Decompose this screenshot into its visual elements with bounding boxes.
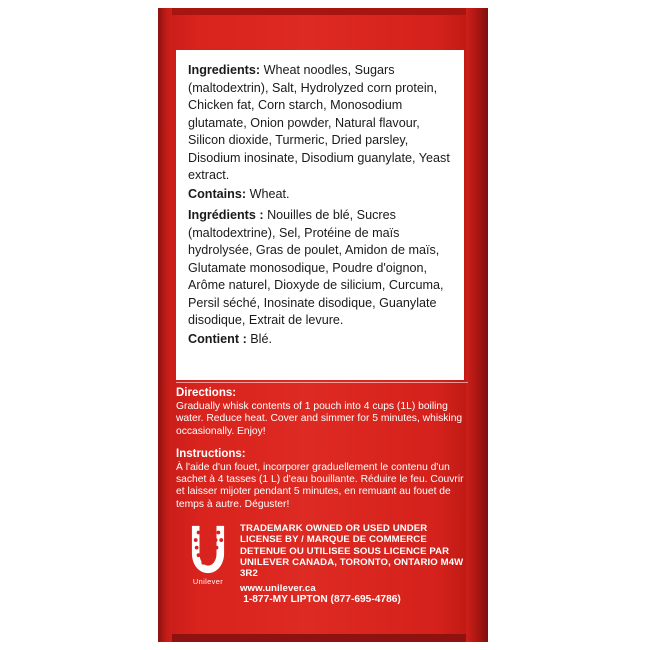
ingredients-english-text: Wheat noodles, Sugars (maltodextrin), Salt, Hydrolyzed corn protein, Chicken fat, Corn starch, Monosodium glutamate, Onion powder, Natural flavour, Silicon dioxide, Turmeric, Dried parsley, Disodium inosinate, Disodium guanylate, Yeast extract. [188,63,450,182]
contains-french-label: Contient : [188,331,247,346]
contains-english [188,186,450,204]
contact-phone: 1-877-MY LIPTON (877-695-4786) [243,594,401,605]
ingredients-english-label: Ingredients: [188,63,261,77]
panel-divider [176,382,468,383]
ingredients-english [188,62,450,185]
directions-block [176,386,468,520]
unilever-logo-caption: Unilever [192,577,224,586]
package-top-edge [158,8,488,15]
package-bottom-edge [158,634,488,642]
directions-body-english: Gradually whisk contents of 1 pouch into 4 cups (1L) boiling water. Reduce heat. Cover and simmer for 5 minutes, whisking occasionally. Enjoy! [176,401,463,437]
contains-french [188,331,450,349]
ingredients-french-label: Ingrédients : [188,208,264,222]
contains-english-text: Wheat. [246,186,290,201]
contains-french-text: Blé. [246,331,272,346]
ingredients-french [188,207,450,330]
ingredients-french-text: Nouilles de blé, Sucres (maltodextrine), Sel, Protéine de maïs hydrolysée, Gras de poulet, Amidon de maïs, Glutamate monosodique, Poudre d'oignon, Arôme naturel, Dioxyde de silicium, Curcuma, Persil séché, Inosinate disodique, Guanylate disodique, Extrait de levure. [188,208,444,327]
package-right-fold [466,8,488,642]
directions-heading-french: Instructions: [176,447,246,460]
directions-heading-english: Directions: [176,387,237,399]
legal-text-body: TRADEMARK OWNED OR USED UNDER LICENSE BY / MARQUE DE COMMERCE DETENUE OU UTILISEE SOUS LICENCE PAR UNILEVER CANADA, TORONTO, ONTARIO M4W 3R2 [240,523,464,580]
unilever-u-icon [184,524,232,576]
ingredients-panel [176,50,464,380]
legal-text [240,522,468,595]
unilever-logo [176,522,240,586]
package-left-fold [158,8,172,642]
legal-url: www.unilever.ca [240,583,316,595]
contains-english-label: Contains: [188,186,247,201]
directions-body-french: À l'aide d'un fouet, incorporer graduellement le contenu d'un sachet à 4 tasses (1 L) d'eau bouillante. Réduire le feu. Couvrir et laisser mijoter pendant 5 minutes, en remuant au fouet de temps à autre. Déguster! [176,461,464,510]
legal-block [176,522,468,595]
